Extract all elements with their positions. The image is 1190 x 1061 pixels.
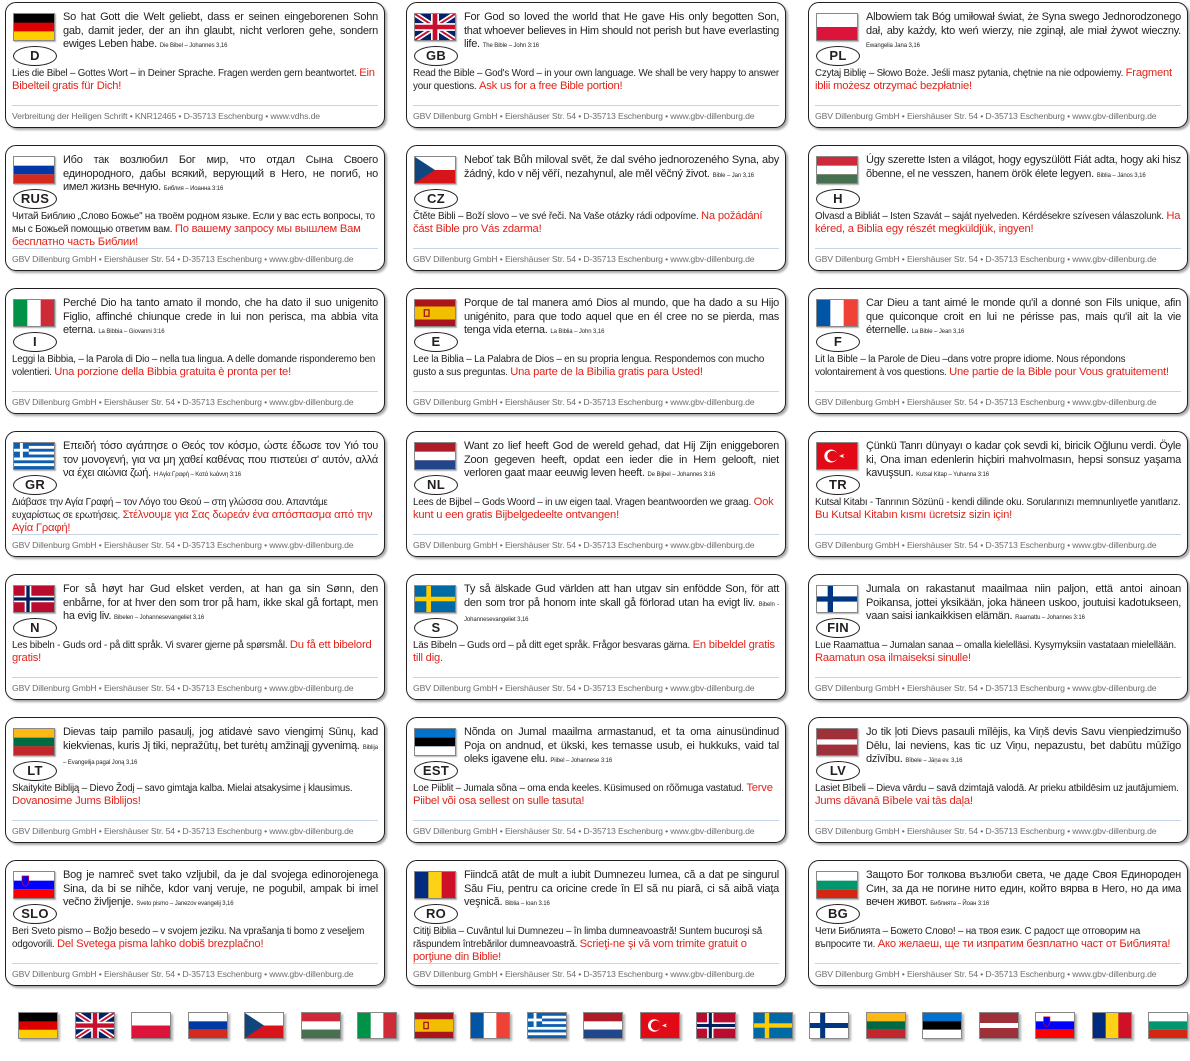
verse-text: Çünkü Tanrı dünyayı o kadar çok sevdi ki, biricik Oğlunu verdi. Öyle ki, Ona iman edenlerin hiçbiri mahvolmasın, hepsi sonsuz yaşama kavuşsun. [866,440,1181,479]
flag-ro [414,871,456,899]
footer-divider [12,677,378,678]
verse-text: Car Dieu a tant aimé le monde qu'il a donné son Fils unique, afin que quiconque croit en lui ne périsse pas, mais qu'il ait la vie éternelle. [866,297,1181,336]
verse-text: Albowiem tak Bóg umiłował świat, że Syna swego Jednorodzonego dał, aby każdy, kto weń wierzy, nie zginął, ale miał żywot wieczny. [866,11,1181,37]
invitation-text: Beri Sveto pismo – Božjo besedo – v svojem jeziku. Na vprašanja ti bomo z veseljem odgovorili. [12,926,365,950]
language-card [5,431,385,557]
bible-verse [866,154,1181,183]
country-code-badge: NL [414,475,458,495]
card-body [815,353,1181,379]
footer-divider [815,534,1181,535]
free-offer-text: Scrieţi-ne şi vă vom trimite gratuit o porţiune din Biblie! [413,938,747,963]
free-offer-text: Jums dāvanā Bībele vai tās daļa! [815,795,973,807]
flag-tr [816,442,858,470]
invitation-text: Διάβασε την Αγία Γραφή – τον Λόγο του Θεού – στη γλώσσα σου. Απαντάμε ευχαρίστως σε ερωτήσεις. [12,497,328,521]
free-offer-text: Dovanosime Jums Biblijos! [12,795,141,807]
verse-reference: Η Αγία Γραφή – Κατά Ιωάννη 3:16 [153,472,242,478]
flag-se [414,585,456,613]
country-code-badge: BG [816,904,860,924]
flag-se-icon [415,586,455,612]
free-offer-text: Ook kunt u een gratis Bijbelgedeelte ontvangen! [413,496,774,521]
strip-flag-lv [979,1012,1019,1039]
language-card [5,288,385,414]
country-code-badge: LT [13,761,57,781]
flag-tr-icon [817,443,857,469]
footer-divider [12,534,378,535]
strip-flag-lt [866,1012,906,1039]
free-offer-text: Bu Kutsal Kitabın kısmı ücretsiz sizin için! [815,509,1012,521]
language-card [406,860,786,986]
publisher-footer: GBV Dillenburg GmbH • Eiershäuser Str. 54 • D-35713 Eschenburg • www.gbv-dillenburg.de [815,254,1157,264]
country-code-badge: EST [414,761,458,781]
bible-verse [63,154,378,197]
verse-reference: La Biblia – John 3,16 [550,329,605,335]
card-body [12,67,378,93]
invitation-text: Les bibeln - Guds ord - på ditt språk. Vi svarer gjerne på spørsmål. [12,640,288,651]
country-code-badge: SLO [13,904,57,924]
card-body [815,925,1181,951]
card-body [413,925,779,964]
verse-text: Dievas taip pamilo pasaulį, jog atidavė savo viengimį Sūnų, kad kiekvienas, kuris Jį tiki, nepražūtų, bet turėtų amžinąjį gyvenimą. [63,726,378,752]
verse-reference: Библията – Йоан 3:16 [930,901,990,907]
flag-ee [414,728,456,756]
language-card [406,717,786,843]
verse-text: Porque de tal manera amó Dios al mundo, que ha dado a su Hijo unigénito, para que todo aquel que en él cree no se pierda, mas tenga vida eterna. [464,297,779,336]
flag-fr-icon [817,300,857,326]
footer-divider [12,963,378,964]
verse-text: Jo tik ļoti Dievs pasauli mīlējis, ka Viņš devis Savu vienpiedzimušo Dēlu, lai neviens, kas tic uz Viņu, nepazustu, bet dabūtu mūžīgo dzīvību. [866,726,1181,765]
invitation-text: Leggi la Bibbia, – la Parola di Dio – nella tua lingua. A delle domande risponderemo ben volentieri. [12,354,376,378]
language-card [808,145,1188,271]
verse-text: For God so loved the world that He gave His only begotten Son, that whoever believes in Him should not perish but have everlasting life. [464,11,779,50]
country-code-badge: CZ [414,189,458,209]
footer-divider [815,963,1181,964]
invitation-text: Lit la Bible – la Parole de Dieu –dans votre propre idiome. Nous répondons volontairement à vos questions. [815,354,1126,378]
strip-flag-hu [301,1012,341,1039]
bible-verse [464,440,779,483]
bible-verse [63,726,378,771]
verse-reference: Kutsal Kitap – Yuhanna 3:16 [916,472,990,478]
invitation-text: Olvasd a Bibliát – Isten Szavát – saját nyelveden. Kérdésekre szívesen válaszolunk. [815,211,1164,222]
invitation-text: Kutsal Kitabı - Tanrının Sözünü - kendi dilinde oku. Sorularınızı memnunlıyetle yanıtlarız. [815,497,1181,508]
country-code-badge: S [414,618,458,638]
bible-verse [63,440,378,483]
flag-cz-icon [415,157,455,183]
publisher-footer: GBV Dillenburg GmbH • Eiershäuser Str. 54 • D-35713 Eschenburg • www.gbv-dillenburg.de [12,826,354,836]
flag-pl-icon [817,14,857,40]
publisher-footer: GBV Dillenburg GmbH • Eiershäuser Str. 54 • D-35713 Eschenburg • www.gbv-dillenburg.de [413,969,755,979]
language-card [5,145,385,271]
free-offer-text: Une partie de la Bible pour Vous gratuitement! [949,366,1169,378]
flag-gb-icon [415,14,455,40]
flag-lt-icon [867,1013,905,1038]
bible-verse [63,583,378,626]
flag-ee-icon [923,1013,961,1038]
invitation-text: Read the Bible – God's Word – in your own language. We shall be very happy to answer your questions. [413,68,779,92]
verse-reference: La Bible – Jean 3,16 [911,329,965,335]
flag-ru [13,156,55,184]
flag-gb-icon [76,1013,114,1038]
card-body [12,639,378,665]
bible-verse [866,726,1181,769]
card-body [12,210,378,249]
country-code-badge: GR [13,475,57,495]
invitation-text: Citiţi Biblia – Cuvântul lui Dumnezeu – în limba dumneavoastră! Suntem bucuroşi să răspundem întrebărilor dumneavoastră. [413,926,762,950]
publisher-footer: GBV Dillenburg GmbH • Eiershäuser Str. 54 • D-35713 Eschenburg • www.gbv-dillenburg.de [413,540,755,550]
flag-no-icon [697,1013,735,1038]
flag-ro-icon [415,872,455,898]
footer-divider [815,248,1181,249]
bible-verse [464,154,779,183]
invitation-text: Läs Bibeln – Guds ord – på ditt eget språk. Frågor besvaras gärna. [413,640,691,651]
free-offer-text: Una porzione della Bibbia gratuita è pronta per te! [54,366,291,378]
language-card [406,2,786,128]
bible-verse [464,583,779,628]
country-code-badge: TR [816,475,860,495]
language-card [5,574,385,700]
invitation-text: Čtěte Bibli – Boží slovo – ve své řeči. Na Vaše otázky rádi odpovíme. [413,211,699,222]
verse-reference: Piibel – Johannese 3:16 [550,758,613,764]
flag-se-icon [754,1013,792,1038]
verse-reference: Bibelen – Johannesevangeliet 3,16 [113,615,205,621]
footer-divider [12,248,378,249]
verse-reference: De Bijbel – Johannes 3:16 [647,472,716,478]
verse-reference: Bibeln - Johannesevangeliet 3,16 [464,601,779,623]
language-card [808,717,1188,843]
card-body [12,782,378,808]
strip-flag-fr [470,1012,510,1039]
free-offer-text: Raamatun osa ilmaiseksi sinulle! [815,652,971,664]
flag-cz [414,156,456,184]
card-body [413,67,779,93]
flag-lt [13,728,55,756]
country-code-badge: LV [816,761,860,781]
publisher-footer: GBV Dillenburg GmbH • Eiershäuser Str. 54 • D-35713 Eschenburg • www.gbv-dillenburg.de [12,540,354,550]
publisher-footer: GBV Dillenburg GmbH • Eiershäuser Str. 54 • D-35713 Eschenburg • www.gbv-dillenburg.de [815,969,1157,979]
flag-cz-icon [245,1013,283,1038]
footer-divider [815,677,1181,678]
bible-verse [866,11,1181,54]
card-body [413,782,779,808]
strip-flag-es [414,1012,454,1039]
strip-flag-gr [527,1012,567,1039]
invitation-text: Чети Библията – Божето Слово! – на твоя език. С радост ще отговорим на въпросите ти. [815,926,1141,950]
flag-gr-icon [14,443,54,469]
flag-es [414,299,456,327]
flag-no [13,585,55,613]
card-body [815,67,1181,93]
strip-flag-nl [583,1012,623,1039]
free-offer-text: Ask us for a free Bible portion! [478,80,623,92]
invitation-text: Skaitykite Bibliją – Dievo Žodį – savo gimtąja kalba. Mielai atsakysime į klausimus. [12,783,353,794]
flag-de-icon [14,14,54,40]
language-card [5,860,385,986]
flag-it-icon [14,300,54,326]
flag-es-icon [415,1013,453,1038]
flag-si [13,871,55,899]
language-card [808,2,1188,128]
free-offer-text: Una parte de la Bibilia gratis para Usted! [510,366,703,378]
free-offer-text: Στέλνουμε για Σας δωρεάν ένα απόσπασμα από την Αγία Γραφή! [12,509,373,534]
invitation-text: Lasiet Bībeli – Dieva vārdu – savā dzimtajā valodā. Ar prieku atbildēsim uz jautājumiem. [815,783,1179,794]
verse-text: Επειδή τόσο αγάπησε ο Θεός τον κόσμο, ώστε έδωσε τον Υιό του τον μονογενή, για να μη χαθεί καθένας που πιστεύει σ' αυτόν, αλλά να έχει αιώνια ζωή. [63,440,378,479]
flag-nl [414,442,456,470]
publisher-footer: GBV Dillenburg GmbH • Eiershäuser Str. 54 • D-35713 Eschenburg • www.gbv-dillenburg.de [815,826,1157,836]
invitation-text: Lies die Bibel – Gottes Wort – in Deiner Sprache. Fragen werden gern beantwortet. [12,68,357,79]
card-body [815,782,1181,808]
country-code-badge: FIN [816,618,860,638]
verse-reference: Raamattu – Johannes 3:16 [1015,615,1085,621]
country-code-badge: E [414,332,458,352]
flag-bg-icon [817,872,857,898]
strip-flag-cz [244,1012,284,1039]
flag-hu-icon [302,1013,340,1038]
publisher-footer: GBV Dillenburg GmbH • Eiershäuser Str. 54 • D-35713 Eschenburg • www.gbv-dillenburg.de [815,540,1157,550]
verse-reference: Bible – Jan 3,16 [712,172,754,179]
card-body [413,639,779,665]
country-code-badge: RUS [13,189,57,209]
country-code-badge: N [13,618,57,638]
invitation-text: Lees de Bijbel – Gods Woord – in uw eigen taal. Vragen beantwoorden we graag. [413,497,752,508]
flag-lt-icon [14,729,54,755]
flag-lv-icon [980,1013,1018,1038]
country-code-badge: RO [414,904,458,924]
verse-text: Nõnda on Jumal maailma armastanud, et ta oma ainusündinud Poja on andnud, et ükski, kes temasse usub, ei hukkuks, vaid tal oleks igavene elu. [464,726,779,765]
country-code-badge: H [816,189,860,209]
footer-divider [815,820,1181,821]
free-offer-text: Ein Bibelteil gratis für Dich! [12,67,375,92]
verse-text: For så høyt har Gud elsket verden, at han ga sin Sønn, den enbårne, for at hver den som tror på ham, ikke skal gå fortapt, men ha evig liv. [63,583,378,622]
strip-flag-pl [131,1012,171,1039]
card-body [413,353,779,379]
card-body [12,353,378,379]
free-offer-text: Fragment iblii możesz otrzymać bezpłatnie! [815,67,1172,92]
language-card [5,2,385,128]
language-card [406,288,786,414]
publisher-footer: GBV Dillenburg GmbH • Eiershäuser Str. 54 • D-35713 Eschenburg • www.gbv-dillenburg.de [413,397,755,407]
flag-it [13,299,55,327]
free-offer-text: Du få ett bibelord gratis! [12,639,372,664]
bible-verse [866,583,1181,626]
strip-flag-fi [809,1012,849,1039]
footer-divider [12,391,378,392]
flag-nl-icon [415,443,455,469]
verse-reference: Bībele – Jāņa ev. 3,16 [905,758,963,764]
strip-flag-de [18,1012,58,1039]
footer-divider [413,677,779,678]
flag-es-icon [415,300,455,326]
country-code-badge: GB [414,46,458,66]
free-offer-text: Na požádání část Bible pro Vás zdarma! [413,210,763,235]
flag-de [13,13,55,41]
publisher-footer: GBV Dillenburg GmbH • Eiershäuser Str. 54 • D-35713 Eschenburg • www.gbv-dillenburg.de [12,254,354,264]
verse-reference: Ewangelia Jana 3,16 [866,43,920,49]
flag-ro-icon [1093,1013,1131,1038]
publisher-footer: GBV Dillenburg GmbH • Eiershäuser Str. 54 • D-35713 Eschenburg • www.gbv-dillenburg.de [413,111,755,121]
verse-reference: Библия – Иоанна 3:16 [163,186,224,192]
invitation-text: Читай Библию „Слово Божье" на твоём родном языке. Если у вас есть вопросы, то мы с Божьей помощью ответим вам. [12,211,375,235]
verse-text: Fiindcă atât de mult a iubit Dumnezeu lumea, că a dat pe singurul Său Fiu, pentru ca oricine crede în El să nu piară, ci să aibă viaţa veşnică. [464,869,779,908]
flag-fi [816,585,858,613]
verse-text: Úgy szerette Isten a világot, hogy egyszülött Fiát adta, hogy aki hisz õbenne, el ne vesszen, hanem örök élete legyen. [866,154,1181,180]
strip-flag-no [696,1012,736,1039]
strip-flag-tr [640,1012,680,1039]
language-card [808,860,1188,986]
flag-it-icon [358,1013,396,1038]
footer-divider [413,963,779,964]
card-body [413,210,779,236]
strip-flag-ee [922,1012,962,1039]
card-body [815,639,1181,665]
free-offer-text: En bibeldel gratis till dig. [413,639,775,664]
publisher-footer: GBV Dillenburg GmbH • Eiershäuser Str. 54 • D-35713 Eschenburg • www.gbv-dillenburg.de [12,397,354,407]
strip-flag-si [1035,1012,1075,1039]
bible-verse [464,297,779,340]
card-body [12,925,378,951]
verse-reference: Biblija – Evangelija pagal Joną 3,16 [63,744,378,766]
bible-verse [63,11,378,54]
country-code-badge: I [13,332,57,352]
verse-reference: Sveto pismo – Janezov evangelij 3,16 [136,901,234,907]
publisher-footer: GBV Dillenburg GmbH • Eiershäuser Str. 54 • D-35713 Eschenburg • www.gbv-dillenburg.de [815,683,1157,693]
language-card [406,431,786,557]
bible-verse [63,869,378,912]
publisher-footer: Verbreitung der Heiligen Schrift • KNR12465 • D-35713 Eschenburg • www.vdhs.de [12,111,320,121]
flag-ee-icon [415,729,455,755]
flag-si-icon [14,872,54,898]
free-offer-text: Ако желаеш, ще ти изпратим безплатно част от Библията! [877,938,1171,950]
card-body [815,496,1181,522]
invitation-text: Loe Piiblit – Jumala sõna – oma enda keeles. Küsimused on rõõmuga vastatud. [413,783,744,794]
bible-verse [464,726,779,769]
verse-text: Jumala on rakastanut maailmaa niin paljon, että antoi ainoan Poikansa, jottei yksikään, joka häneen uskoo, joutuisi kadotukseen, vaan saisi iankaikkisen elämän. [866,583,1181,622]
flag-lv-icon [817,729,857,755]
publisher-footer: GBV Dillenburg GmbH • Eiershäuser Str. 54 • D-35713 Eschenburg • www.gbv-dillenburg.de [12,969,354,979]
verse-reference: La Bibbia – Giovanni 3:16 [98,329,165,335]
language-card [808,288,1188,414]
verse-text: Ty så älskade Gud världen att han utgav sin enfödde Son, för att den som tror på honom inte skall gå förlorad utan ha evigt liv. [464,583,779,609]
verse-reference: The Bible – John 3:16 [482,43,539,49]
flag-de-icon [19,1013,57,1038]
invitation-text: Lee la Biblia – La Palabra de Dios – en su propria lengua. Respondemos con mucho gusto a sus preguntas. [413,354,765,378]
card-body [413,496,779,522]
verse-reference: Biblia – János 3,16 [1096,172,1146,179]
strip-flag-se [753,1012,793,1039]
flag-tr-icon [641,1013,679,1038]
verse-reference: Die Bibel – Johannes 3,16 [159,43,228,49]
footer-divider [815,391,1181,392]
bible-verse [464,869,779,912]
footer-divider [12,820,378,821]
strip-flag-gb [75,1012,115,1039]
publisher-footer: GBV Dillenburg GmbH • Eiershäuser Str. 54 • D-35713 Eschenburg • www.gbv-dillenburg.de [815,111,1157,121]
language-card [406,574,786,700]
flag-hu [816,156,858,184]
flag-hu-icon [817,157,857,183]
verse-text: So hat Gott die Welt geliebt, dass er seinen eingeborenen Sohn gab, damit jeder, der an ihn glaubt, nicht verloren gehe, sondern ewiges Leben habe. [63,11,378,50]
free-offer-text: Terve Piibel või osa sellest on sulle tasuta! [413,782,773,807]
language-card [808,574,1188,700]
language-card [5,717,385,843]
flag-gr-icon [528,1013,566,1038]
publisher-footer: GBV Dillenburg GmbH • Eiershäuser Str. 54 • D-35713 Eschenburg • www.gbv-dillenburg.de [815,397,1157,407]
bible-verse [866,869,1181,912]
footer-divider [413,534,779,535]
language-card [808,431,1188,557]
country-code-badge: F [816,332,860,352]
flag-pl [816,13,858,41]
language-card [406,145,786,271]
flag-bg-icon [1149,1013,1187,1038]
country-code-badge: D [13,46,57,66]
verse-text: Perché Dio ha tanto amato il mondo, che ha dato il suo unigenito Figlio, affinché chiunque crede in lui non perisca, ma abbia vita eterna. [63,297,378,336]
flag-gb [414,13,456,41]
publisher-footer: GBV Dillenburg GmbH • Eiershäuser Str. 54 • D-35713 Eschenburg • www.gbv-dillenburg.de [413,826,755,836]
bible-verse [63,297,378,340]
bible-verse [464,11,779,54]
verse-text: Ибо так возлюбил Бог мир, что отдал Сына Своего единородного, дабы всякий, верующий в Него, не погиб, но имел жизнь вечную. [63,154,378,193]
footer-divider [413,105,779,106]
flag-gr [13,442,55,470]
flag-fi-icon [817,586,857,612]
footer-divider [413,248,779,249]
flag-ru-icon [189,1013,227,1038]
country-code-badge: PL [816,46,860,66]
bible-verse [866,297,1181,340]
card-body [815,210,1181,236]
publisher-footer: GBV Dillenburg GmbH • Eiershäuser Str. 54 • D-35713 Eschenburg • www.gbv-dillenburg.de [12,683,354,693]
strip-flag-it [357,1012,397,1039]
flag-si-icon [1036,1013,1074,1038]
flag-ru-icon [14,157,54,183]
publisher-footer: GBV Dillenburg GmbH • Eiershäuser Str. 54 • D-35713 Eschenburg • www.gbv-dillenburg.de [413,683,755,693]
verse-text: Bog je namreč svet tako vzljubil, da je dal svojega edinorojenega Sina, da bi se nihče, kdor vanj veruje, ne pogubil, ampak bi imel večno življenje. [63,869,378,908]
flag-nl-icon [584,1013,622,1038]
strip-flag-ru [188,1012,228,1039]
footer-divider [413,391,779,392]
verse-reference: Biblia – Ioan 3.16 [505,901,550,907]
strip-flag-bg [1148,1012,1188,1039]
invitation-text: Czytaj Biblię – Słowo Boże. Jeśli masz pytania, chętnie na nie odpowiemy. [815,68,1124,79]
free-offer-text: Del Svetega pisma lahko dobiš brezplačno! [57,938,264,950]
flag-bg [816,871,858,899]
flag-fr [816,299,858,327]
verse-text: Neboť tak Bůh miloval svět, že dal svého jednorozeného Syna, aby žádný, kdo v něj věří, nezahynul, ale měl věčný život. [464,154,779,180]
flag-fi-icon [810,1013,848,1038]
card-body [12,496,378,535]
footer-divider [413,820,779,821]
free-offer-text: Ha kéred, a Biblia egy részét megküldjük, ingyen! [815,210,1181,235]
flag-pl-icon [132,1013,170,1038]
flag-no-icon [14,586,54,612]
bible-verse [866,440,1181,483]
footer-divider [12,105,378,106]
strip-flag-ro [1092,1012,1132,1039]
verse-text: Want zo lief heeft God de wereld gehad, dat Hij Zijn eniggeboren Zoon gegeven heeft, opdat een ieder die in Hem gelooft, niet verloren gaat maar eeuwig leven heeft. [464,440,779,479]
invitation-text: Lue Raamattua – Jumalan sanaa – omalla kielelläsi. Kysymyksiin vastataan mielellään. [815,640,1177,651]
free-offer-text: По вашему запросу мы вышлем Вам бесплатно часть Библии! [12,223,361,248]
publisher-footer: GBV Dillenburg GmbH • Eiershäuser Str. 54 • D-35713 Eschenburg • www.gbv-dillenburg.de [413,254,755,264]
flag-fr-icon [471,1013,509,1038]
footer-divider [815,105,1181,106]
verse-text: Защото Бог толкова възлюби света, че даде Своя Единороден Син, за да не погине нито един, който вярва в Него, но да има вечен живот. [866,869,1181,908]
flag-lv [816,728,858,756]
